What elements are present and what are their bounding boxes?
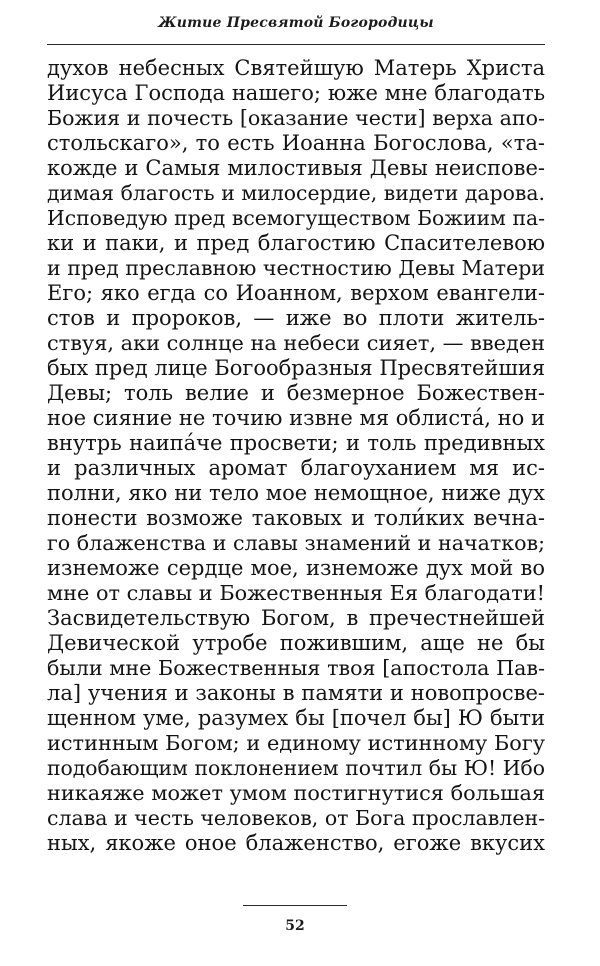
text-line: стольскаго», то есть Иоанна Богослова, «та- [47, 131, 545, 155]
text-line: и различных аромат благоуханием мя ис- [47, 456, 545, 480]
running-head-title: Житие Пресвятой Богородицы [158, 15, 434, 31]
text-line: димая благость и милосердие, видети дарова. [47, 181, 545, 205]
page-body-text [47, 56, 545, 856]
text-line: слава и честь человеков, от Бога прославлен- [47, 806, 546, 830]
text-line: Девы; толь велие и безмерное Божествен- [47, 381, 545, 405]
text-line: мне от славы и Божественныя Ея благодати! [47, 581, 545, 605]
text-line: кожде и Самыя милостивыя Девы неиспове- [47, 156, 545, 180]
text-line: духов небесных Святейшую Матерь Христа [47, 56, 545, 80]
text-line: ла] учения и законы в памяти и новопросве- [47, 681, 545, 705]
text-line: Его; яко егда со Иоанном, верхом евангели- [47, 281, 545, 305]
text-line: ки и паки, и пред благостию Спасителевою [47, 231, 545, 255]
text-line: истинным Богом; и единому истинному Богу [47, 731, 545, 755]
text-line: полни, яко ни тело мое немощное, ниже дух [47, 481, 545, 505]
text-line: щенном уме, разумех бы [почел бы] Ю быти [47, 706, 545, 730]
text-line: стов и пророков, — иже во плоти житель- [47, 306, 545, 330]
text-line: изнеможе сердце мое, изнеможе дух мой во [47, 556, 545, 580]
page-number: 52 [285, 918, 305, 934]
text-line: и пред преславною честностию Девы Матери [47, 256, 545, 280]
text-line: Засвидетельствую Богом, в пречестнейшей [47, 606, 545, 630]
text-line: Иисуса Господа нашего; юже мне благодать [47, 81, 545, 105]
text-line: го блаженства и славы знамений и начатков; [47, 531, 545, 555]
text-line: бых пред лице Богообразныя Пресвятейшия [47, 356, 546, 380]
text-line: ное сияние не точию извне мя облиста́, но и [47, 406, 545, 430]
text-line: внутрь наипа́че просвети; и толь предивных [47, 431, 545, 455]
text-line: никаяже может умом постигнутися большая [47, 781, 545, 805]
text-line: Девической утробе пожившим, аще не бы [47, 631, 545, 655]
text-line: Божия и почесть [оказание чести] верха апо- [47, 106, 545, 130]
text-line: Исповедую пред всемогуществом Божиим па- [47, 206, 545, 230]
text-line: ных, якоже оное блаженство, егоже вкусих [47, 831, 545, 855]
text-line: понести возможе таковых и толи́ких вечна- [47, 506, 545, 530]
header-divider [47, 44, 545, 45]
footer-divider [243, 905, 347, 906]
text-line: были мне Божественныя твоя [апостола Пав- [47, 656, 545, 680]
text-line: ствуя, аки солнце на небеси сияет, — введен [47, 331, 546, 355]
text-line: подобающим поклонением почтил бы Ю! Ибо [47, 756, 545, 780]
